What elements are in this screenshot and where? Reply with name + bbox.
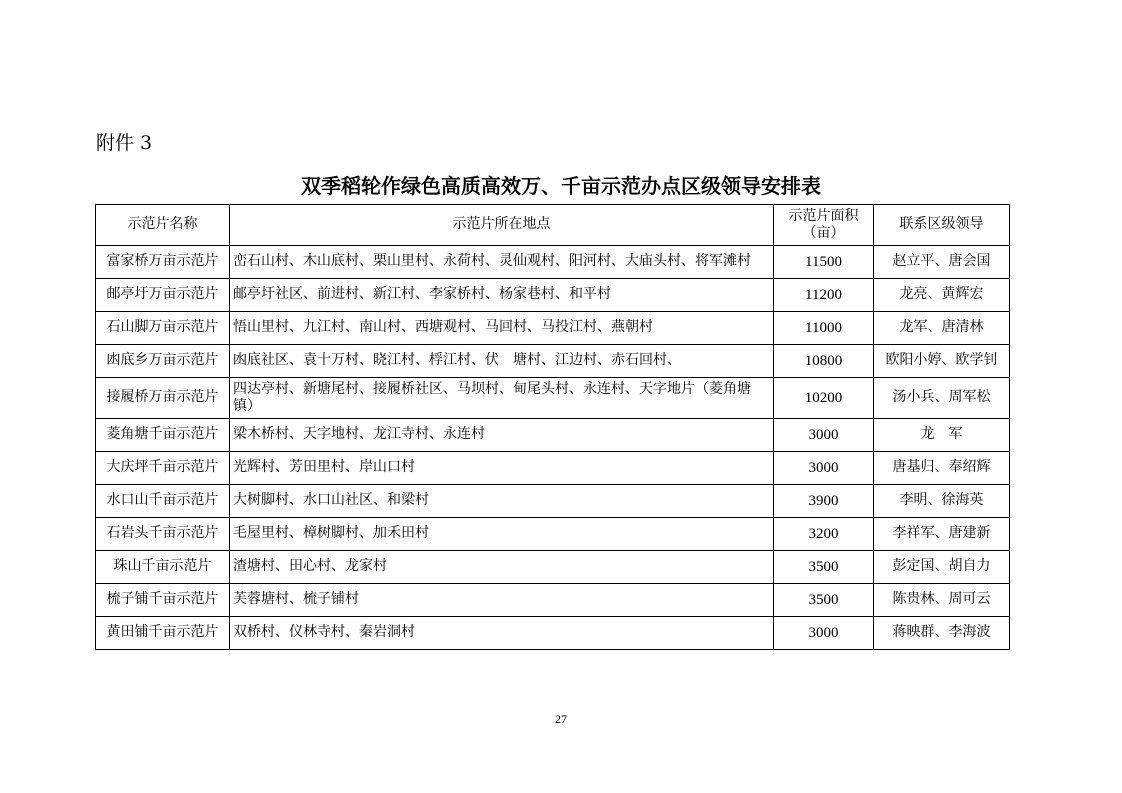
cell-name: 珠山千亩示范片 <box>96 551 230 584</box>
cell-area: 10800 <box>774 345 874 378</box>
cell-location: 毛屋里村、樟树脚村、加禾田村 <box>230 518 774 551</box>
cell-location: 梁木桥村、天字地村、龙江寺村、永连村 <box>230 419 774 452</box>
cell-area: 3900 <box>774 485 874 518</box>
cell-leader: 李祥军、唐建新 <box>874 518 1010 551</box>
page-number: 27 <box>555 712 567 726</box>
table-row <box>96 617 1010 650</box>
table-row <box>96 246 1010 279</box>
header-leader: 联系区级领导 <box>874 205 1010 246</box>
table-row <box>96 378 1010 419</box>
cell-area: 10200 <box>774 378 874 419</box>
cell-name: 梳子铺千亩示范片 <box>96 584 230 617</box>
cell-name: 石山脚万亩示范片 <box>96 312 230 345</box>
table-row <box>96 485 1010 518</box>
cell-location: 大树脚村、水口山社区、和梁村 <box>230 485 774 518</box>
table-row <box>96 551 1010 584</box>
header-name: 示范片名称 <box>96 205 230 246</box>
cell-leader: 唐基归、奉绍辉 <box>874 452 1010 485</box>
cell-leader: 李明、徐海英 <box>874 485 1010 518</box>
table-row <box>96 584 1010 617</box>
attachment-label: 附件 3 <box>96 132 153 154</box>
cell-leader: 龙 军 <box>874 419 1010 452</box>
cell-leader: 赵立平、唐会国 <box>874 246 1010 279</box>
cell-name: 黄田铺千亩示范片 <box>96 617 230 650</box>
cell-leader: 陈贵林、周可云 <box>874 584 1010 617</box>
cell-leader: 龙亮、黄辉宏 <box>874 279 1010 312</box>
cell-area: 3000 <box>774 419 874 452</box>
table-header-row <box>96 205 1010 246</box>
cell-area: 11200 <box>774 279 874 312</box>
cell-name: 凼底乡万亩示范片 <box>96 345 230 378</box>
cell-leader: 欧阳小婷、欧学钊 <box>874 345 1010 378</box>
cell-location: 四达亭村、新塘尾村、接履桥社区、马坝村、甸尾头村、永连村、天字地片（菱角塘镇） <box>230 378 774 419</box>
header-location: 示范片所在地点 <box>230 205 774 246</box>
table-row <box>96 279 1010 312</box>
document-title: 双季稻轮作绿色高质高效万、千亩示范办点区级领导安排表 <box>301 174 821 198</box>
cell-name: 邮亭圩万亩示范片 <box>96 279 230 312</box>
cell-location: 峦石山村、木山底村、栗山里村、永荷村、灵仙观村、阳河村、大庙头村、将军滩村 <box>230 246 774 279</box>
cell-name: 大庆坪千亩示范片 <box>96 452 230 485</box>
cell-area: 3500 <box>774 584 874 617</box>
cell-leader: 蒋映群、李海波 <box>874 617 1010 650</box>
cell-name: 菱角塘千亩示范片 <box>96 419 230 452</box>
table-row <box>96 312 1010 345</box>
cell-location: 邮亭圩社区、前进村、新江村、李家桥村、杨家巷村、和平村 <box>230 279 774 312</box>
cell-name: 水口山千亩示范片 <box>96 485 230 518</box>
cell-name: 石岩头千亩示范片 <box>96 518 230 551</box>
cell-area: 3000 <box>774 617 874 650</box>
table-row <box>96 518 1010 551</box>
cell-location: 凼底社区、袁十万村、晓江村、桴江村、伏 塘村、江边村、赤石回村、 <box>230 345 774 378</box>
table-row <box>96 345 1010 378</box>
header-area: 示范片面积（亩） <box>774 205 874 246</box>
cell-area: 3200 <box>774 518 874 551</box>
cell-location: 双桥村、仪林寺村、秦岩洞村 <box>230 617 774 650</box>
cell-area: 3500 <box>774 551 874 584</box>
cell-leader: 彭定国、胡自力 <box>874 551 1010 584</box>
cell-area: 11500 <box>774 246 874 279</box>
leadership-table <box>95 204 1010 650</box>
cell-location: 渣塘村、田心村、龙家村 <box>230 551 774 584</box>
cell-location: 光辉村、芳田里村、岸山口村 <box>230 452 774 485</box>
cell-area: 11000 <box>774 312 874 345</box>
cell-location: 芙蓉塘村、梳子铺村 <box>230 584 774 617</box>
cell-name: 富家桥万亩示范片 <box>96 246 230 279</box>
cell-leader: 龙军、唐清林 <box>874 312 1010 345</box>
cell-name: 接履桥万亩示范片 <box>96 378 230 419</box>
cell-area: 3000 <box>774 452 874 485</box>
table-row <box>96 452 1010 485</box>
cell-leader: 汤小兵、周军松 <box>874 378 1010 419</box>
table-row <box>96 419 1010 452</box>
cell-location: 悟山里村、九江村、南山村、西塘观村、马回村、马投江村、燕朝村 <box>230 312 774 345</box>
